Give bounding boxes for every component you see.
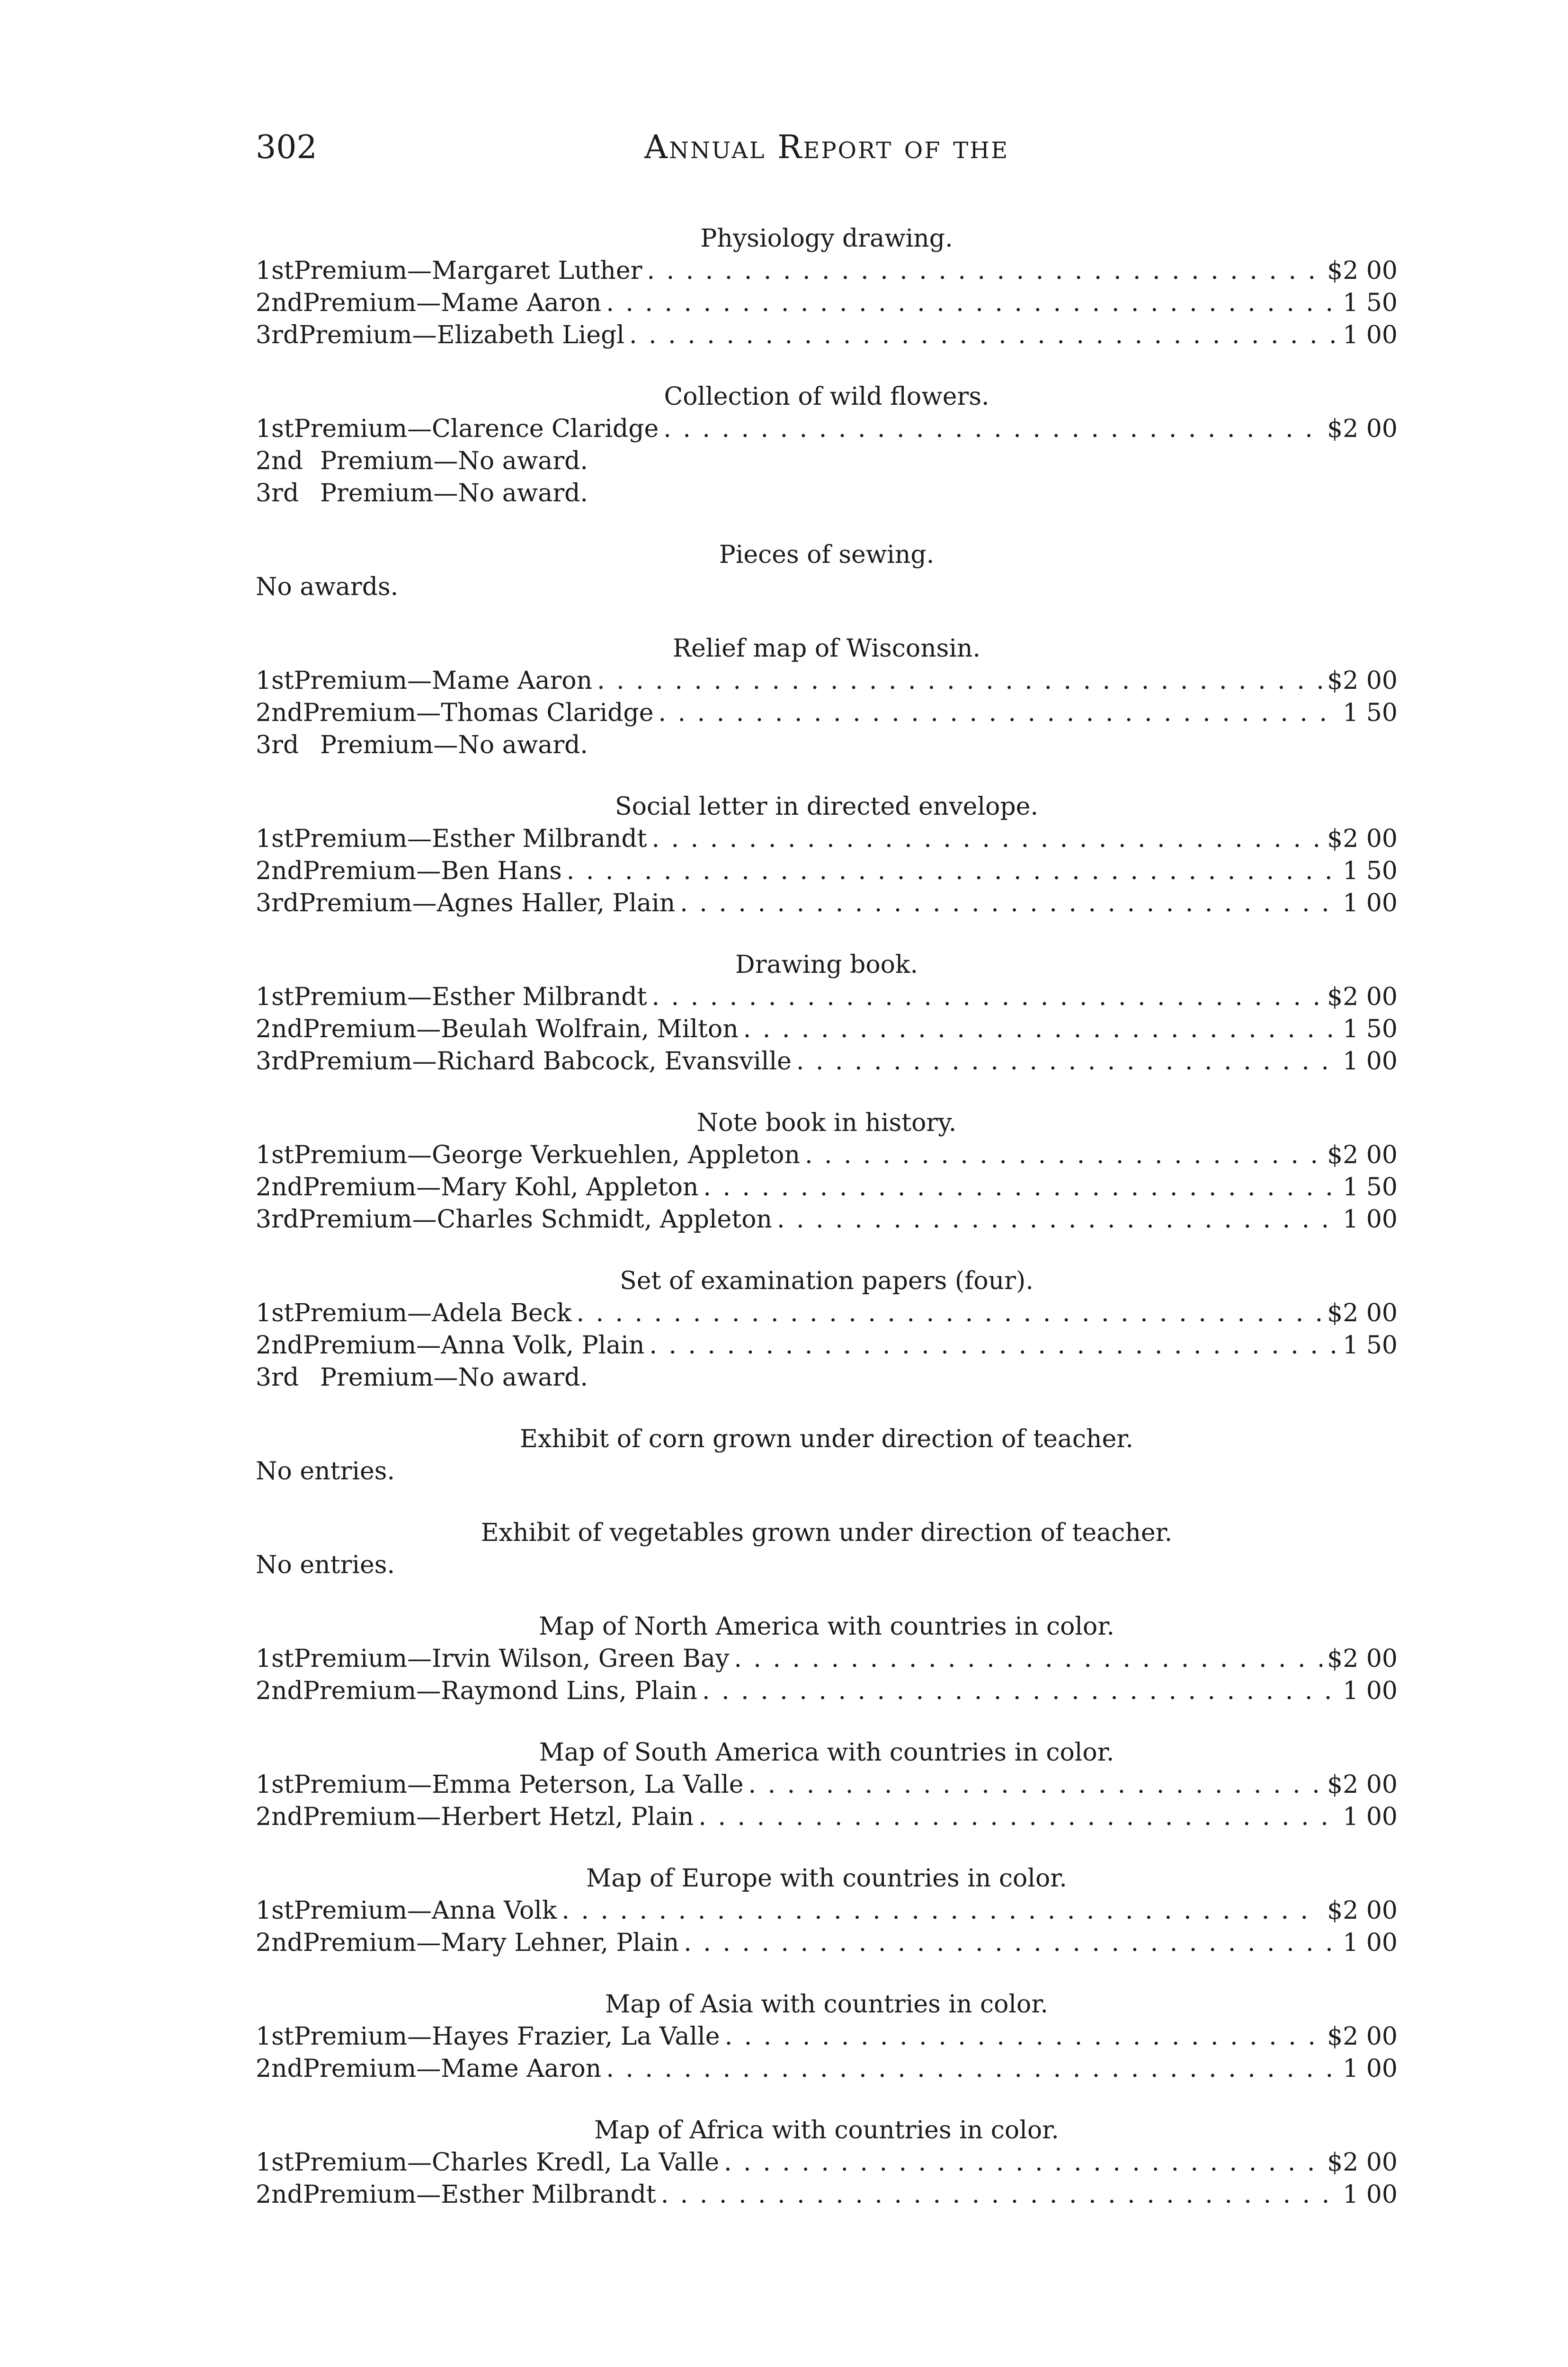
- premium-entry: [256, 2053, 1398, 2085]
- premium-entry: [256, 1203, 1398, 1236]
- premium-place: 2nd: [256, 1331, 303, 1360]
- section-heading: Map of South America with countries in color.: [539, 1738, 1114, 1767]
- dot-leader: [629, 319, 1338, 351]
- award-section: [256, 2114, 1398, 2211]
- premium-entry: [256, 413, 1398, 445]
- dot-leader: [734, 1643, 1322, 1675]
- dot-leader: [680, 887, 1338, 919]
- premium-recipient: Premium—Raymond Lins, Plain: [303, 1677, 698, 1705]
- section-heading: Collection of wild flowers.: [664, 383, 989, 411]
- award-section: [256, 1107, 1398, 1236]
- section-heading: Map of Asia with countries in color.: [605, 1990, 1049, 2019]
- section-heading: Map of Africa with countries in color.: [594, 2116, 1059, 2145]
- premium-place: 3rd: [256, 889, 299, 917]
- award-section: [256, 632, 1398, 761]
- section-heading: Exhibit of vegetables grown under direction of teacher.: [481, 1519, 1173, 1547]
- premium-amount: $2 00: [1327, 415, 1398, 443]
- premium-recipient: Premium—Beulah Wolfrain, Milton: [303, 1015, 739, 1043]
- running-head: [256, 129, 1398, 171]
- premium-amount: $2 00: [1327, 1771, 1398, 1799]
- award-section: [256, 1736, 1398, 1833]
- dot-leader: [724, 2146, 1322, 2179]
- section-heading: Physiology drawing.: [700, 224, 953, 253]
- premium-recipient: Premium—Richard Babcock, Evansville: [299, 1047, 792, 1076]
- premium-recipient: Premium—Herbert Hetzl, Plain: [303, 1803, 694, 1831]
- premium-place: 1st: [256, 667, 294, 695]
- premium-entry: [256, 823, 1398, 855]
- premium-amount: 1 00: [1343, 1047, 1398, 1076]
- premium-entry: [256, 255, 1398, 287]
- premium-recipient: Premium—Agnes Haller, Plain: [299, 889, 676, 917]
- section-heading: Note book in history.: [696, 1109, 957, 1137]
- dot-leader: [597, 665, 1322, 697]
- premium-recipient: Premium—No award.: [320, 447, 588, 475]
- running-title: Annual Report of the: [644, 129, 1009, 166]
- premium-place: 2nd: [256, 289, 303, 317]
- premium-recipient: Premium—Margaret Luther: [294, 257, 642, 285]
- dot-leader: [743, 1013, 1338, 1045]
- dot-leader: [777, 1203, 1338, 1236]
- premium-place: 2nd: [256, 1803, 303, 1831]
- premium-amount: $2 00: [1327, 1645, 1398, 1673]
- section-heading: Map of Europe with countries in color.: [586, 1864, 1067, 1893]
- section-heading: Social letter in directed envelope.: [615, 792, 1038, 821]
- premium-entry: [256, 1801, 1398, 1833]
- premium-entry: [256, 1297, 1398, 1329]
- section-heading: Exhibit of corn grown under direction of teacher.: [520, 1425, 1133, 1453]
- premium-place: 1st: [256, 415, 294, 443]
- premium-recipient: Premium—Emma Peterson, La Valle: [294, 1771, 744, 1799]
- premium-entry: [256, 729, 1398, 761]
- premium-place: 2nd: [256, 447, 303, 475]
- award-section: [256, 949, 1398, 1077]
- premium-place: 3rd: [256, 731, 299, 759]
- premium-recipient: Premium—Charles Schmidt, Appleton: [299, 1205, 772, 1234]
- premium-place: 2nd: [256, 1015, 303, 1043]
- award-section: [256, 381, 1398, 509]
- dot-leader: [663, 413, 1322, 445]
- award-section: [256, 222, 1398, 351]
- premium-recipient: Premium—Hayes Frazier, La Valle: [294, 2022, 720, 2051]
- premium-entry: [256, 287, 1398, 319]
- dot-leader: [576, 1297, 1322, 1329]
- premium-recipient: Premium—No award.: [320, 479, 588, 507]
- award-section: [256, 1611, 1398, 1707]
- award-section: [256, 1988, 1398, 2085]
- premium-amount: 1 00: [1343, 2055, 1398, 2083]
- premium-place: 1st: [256, 2148, 294, 2177]
- premium-entry: [256, 1927, 1398, 1959]
- premium-amount: 1 00: [1343, 1677, 1398, 1705]
- premium-entry: [256, 445, 1398, 477]
- premium-place: 1st: [256, 983, 294, 1011]
- dot-leader: [684, 1927, 1338, 1959]
- premium-recipient: Premium—Irvin Wilson, Green Bay: [294, 1645, 730, 1673]
- premium-amount: 1 00: [1343, 889, 1398, 917]
- premium-amount: 1 00: [1343, 1205, 1398, 1234]
- dot-leader: [567, 855, 1338, 887]
- premium-amount: 1 50: [1343, 857, 1398, 885]
- premium-entry: [256, 477, 1398, 509]
- award-section: [256, 1517, 1398, 1581]
- premium-recipient: Premium—Charles Kredl, La Valle: [294, 2148, 720, 2177]
- premium-place: 1st: [256, 1141, 294, 1169]
- premium-amount: 1 50: [1343, 1015, 1398, 1043]
- premium-amount: $2 00: [1327, 1141, 1398, 1169]
- premium-entry: [256, 981, 1398, 1013]
- section-heading: Relief map of Wisconsin.: [672, 634, 981, 663]
- dot-leader: [698, 1801, 1338, 1833]
- section-note: No entries.: [256, 1551, 395, 1579]
- premium-amount: 1 50: [1343, 1173, 1398, 1201]
- premium-recipient: Premium—Elizabeth Liegl: [299, 321, 625, 349]
- premium-recipient: Premium—Anna Volk: [294, 1896, 557, 1925]
- premium-place: 2nd: [256, 2180, 303, 2209]
- dot-leader: [659, 697, 1338, 729]
- premium-entry: [256, 887, 1398, 919]
- award-section: [256, 1423, 1398, 1487]
- premium-recipient: Premium—Esther Milbrandt: [294, 983, 647, 1011]
- premium-entry: [256, 2020, 1398, 2053]
- premium-amount: $2 00: [1327, 1896, 1398, 1925]
- dot-leader: [606, 287, 1338, 319]
- dot-leader: [748, 1769, 1323, 1801]
- premium-recipient: Premium—Mary Lehner, Plain: [303, 1929, 679, 1957]
- section-note: No awards.: [256, 573, 399, 601]
- premium-amount: $2 00: [1327, 667, 1398, 695]
- premium-place: 1st: [256, 1299, 294, 1327]
- premium-place: 1st: [256, 1771, 294, 1799]
- premium-list: [256, 222, 1398, 2240]
- premium-place: 3rd: [256, 1205, 299, 1234]
- award-section: [256, 1862, 1398, 1959]
- premium-place: 2nd: [256, 2055, 303, 2083]
- premium-entry: [256, 1329, 1398, 1361]
- premium-recipient: Premium—Mame Aaron: [294, 667, 593, 695]
- premium-amount: 1 00: [1343, 1929, 1398, 1957]
- premium-entry: [256, 1675, 1398, 1707]
- premium-recipient: Premium—George Verkuehlen, Appleton: [294, 1141, 800, 1169]
- section-heading: Map of North America with countries in color.: [538, 1612, 1115, 1641]
- premium-entry: [256, 1895, 1398, 1927]
- section-heading: Pieces of sewing.: [719, 541, 935, 569]
- premium-amount: 1 00: [1343, 1803, 1398, 1831]
- premium-amount: 1 00: [1343, 2180, 1398, 2209]
- dot-leader: [652, 981, 1323, 1013]
- dot-leader: [606, 2053, 1338, 2085]
- dot-leader: [805, 1139, 1322, 1171]
- premium-recipient: Premium—Esther Milbrandt: [294, 825, 647, 853]
- premium-amount: $2 00: [1327, 2148, 1398, 2177]
- premium-place: 1st: [256, 1645, 294, 1673]
- premium-recipient: Premium—Mame Aaron: [303, 289, 602, 317]
- dot-leader: [661, 2179, 1338, 2211]
- premium-amount: 1 00: [1343, 321, 1398, 349]
- dot-leader: [796, 1045, 1338, 1077]
- premium-amount: $2 00: [1327, 825, 1398, 853]
- premium-place: 1st: [256, 2022, 294, 2051]
- premium-recipient: Premium—Mary Kohl, Appleton: [303, 1173, 699, 1201]
- premium-entry: [256, 2179, 1398, 2211]
- premium-entry: [256, 1361, 1398, 1394]
- premium-recipient: Premium—No award.: [320, 731, 588, 759]
- premium-entry: [256, 855, 1398, 887]
- premium-recipient: Premium—No award.: [320, 1363, 588, 1392]
- premium-amount: $2 00: [1327, 2022, 1398, 2051]
- premium-entry: [256, 319, 1398, 351]
- premium-place: 3rd: [256, 479, 299, 507]
- award-section: [256, 539, 1398, 603]
- premium-amount: 1 50: [1343, 699, 1398, 727]
- premium-place: 3rd: [256, 1047, 299, 1076]
- page-number: 302: [256, 129, 317, 166]
- premium-place: 2nd: [256, 1929, 303, 1957]
- premium-entry: [256, 697, 1398, 729]
- dot-leader: [561, 1895, 1322, 1927]
- premium-place: 3rd: [256, 1363, 299, 1392]
- premium-entry: [256, 1013, 1398, 1045]
- premium-entry: [256, 1171, 1398, 1203]
- premium-entry: [256, 1045, 1398, 1077]
- premium-place: 3rd: [256, 321, 299, 349]
- dot-leader: [725, 2020, 1323, 2053]
- premium-entry: [256, 2146, 1398, 2179]
- premium-recipient: Premium—Thomas Claridge: [303, 699, 654, 727]
- premium-entry: [256, 1139, 1398, 1171]
- dot-leader: [649, 1329, 1338, 1361]
- premium-place: 2nd: [256, 1677, 303, 1705]
- section-heading: Set of examination papers (four).: [620, 1267, 1033, 1295]
- premium-recipient: Premium—Anna Volk, Plain: [303, 1331, 645, 1360]
- premium-amount: 1 50: [1343, 1331, 1398, 1360]
- dot-leader: [702, 1675, 1338, 1707]
- dot-leader: [652, 823, 1323, 855]
- premium-amount: $2 00: [1327, 983, 1398, 1011]
- dot-leader: [703, 1171, 1338, 1203]
- premium-recipient: Premium—Mame Aaron: [303, 2055, 602, 2083]
- premium-entry: [256, 1769, 1398, 1801]
- premium-place: 2nd: [256, 699, 303, 727]
- award-section: [256, 791, 1398, 919]
- premium-entry: [256, 665, 1398, 697]
- premium-place: 1st: [256, 1896, 294, 1925]
- premium-entry: [256, 1643, 1398, 1675]
- premium-place: 1st: [256, 825, 294, 853]
- premium-recipient: Premium—Ben Hans: [303, 857, 562, 885]
- premium-amount: $2 00: [1327, 257, 1398, 285]
- award-section: [256, 1265, 1398, 1394]
- section-heading: Drawing book.: [735, 951, 918, 979]
- premium-amount: $2 00: [1327, 1299, 1398, 1327]
- premium-recipient: Premium—Esther Milbrandt: [303, 2180, 656, 2209]
- premium-place: 2nd: [256, 857, 303, 885]
- premium-recipient: Premium—Adela Beck: [294, 1299, 572, 1327]
- section-note: No entries.: [256, 1457, 395, 1486]
- premium-place: 2nd: [256, 1173, 303, 1201]
- premium-recipient: Premium—Clarence Claridge: [294, 415, 659, 443]
- premium-amount: 1 50: [1343, 289, 1398, 317]
- dot-leader: [647, 255, 1323, 287]
- premium-place: 1st: [256, 257, 294, 285]
